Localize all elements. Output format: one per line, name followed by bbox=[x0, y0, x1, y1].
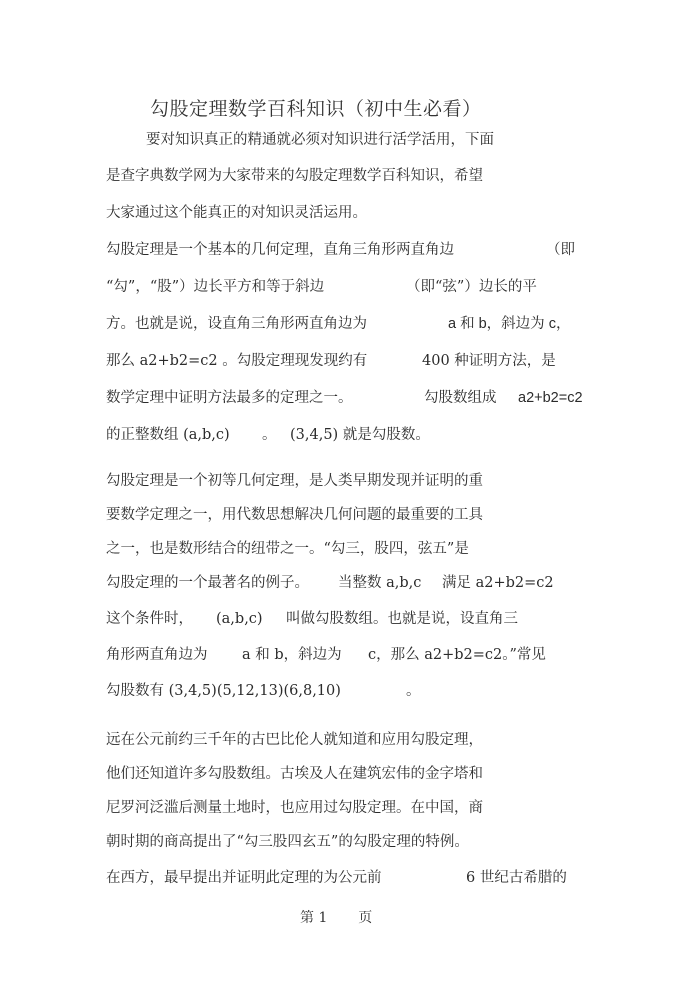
text-segment: 朝时期的商高提出了“勾三股四玄五”的勾股定理的特例。 bbox=[106, 834, 469, 850]
text-segment: 那么 a2+b2=c2 。勾股定理现发现约有 bbox=[106, 353, 368, 369]
text-segment: c，那么 a2+b2=c2。”常见 bbox=[368, 647, 546, 663]
text-segment: 满足 a2+b2=c2 bbox=[442, 575, 554, 591]
text-segment: 是查字典数学网为大家带来的勾股定理数学百科知识，希望 bbox=[106, 168, 483, 184]
text-segment: 要数学定理之一，用代数思想解决几何问题的最重要的工具 bbox=[106, 507, 483, 523]
text-segment: 。 bbox=[262, 427, 277, 443]
text-segment: “勾”，“股”）边长平方和等于斜边 bbox=[106, 279, 325, 295]
text-segment: 。 bbox=[406, 683, 421, 699]
text-segment: （即 bbox=[546, 242, 575, 258]
text-segment: a 和 b，斜边为 c， bbox=[448, 316, 571, 332]
text-segment: 远在公元前约三千年的古巴比伦人就知道和应用勾股定理， bbox=[106, 732, 483, 748]
text-segment: 尼罗河泛滥后测量土地时，也应用过勾股定理。在中国，商 bbox=[106, 800, 483, 816]
text-segment: 400 种证明方法，是 bbox=[422, 353, 556, 369]
text-segment: 数学定理中证明方法最多的定理之一。 bbox=[106, 390, 353, 406]
text-segment: 大家通过这个能真正的对知识灵活运用。 bbox=[106, 205, 367, 221]
text-segment: 勾股数组成 bbox=[424, 390, 497, 406]
text-segment: 勾股定理是一个基本的几何定理，直角三角形两直角边 bbox=[106, 242, 454, 258]
text-segment: 勾股定理的一个最著名的例子。 bbox=[106, 575, 309, 591]
text-segment: 之一，也是数形结合的纽带之一。“勾三，股四，弦五”是 bbox=[106, 541, 469, 557]
text-segment: 在西方，最早提出并证明此定理的为公元前 bbox=[106, 870, 382, 886]
text-segment: 当整数 a,b,c bbox=[338, 575, 422, 591]
text-segment: 他们还知道许多勾股数组。古埃及人在建筑宏伟的金字塔和 bbox=[106, 766, 483, 782]
page-number bbox=[300, 907, 372, 927]
text-segment: 角形两直角边为 bbox=[106, 647, 208, 663]
text-segment: 叫做勾股数组。也就是说，设直角三 bbox=[286, 611, 518, 627]
text-segment: (3,4,5) 就是勾股数。 bbox=[290, 427, 430, 443]
text-segment: 勾股定理是一个初等几何定理，是人类早期发现并证明的重 bbox=[106, 473, 483, 489]
text-segment: 要对知识真正的精通就必须对知识进行活学活用，下面 bbox=[146, 132, 494, 148]
page-number-prefix: 第 1 bbox=[300, 910, 328, 926]
text-segment: 6 世纪古希腊的 bbox=[466, 870, 567, 886]
text-segment: 的正整数组 (a,b,c) bbox=[106, 427, 230, 443]
text-segment: 这个条件时， bbox=[106, 611, 193, 627]
page-title: 勾股定理数学百科知识（初中生必看） bbox=[150, 98, 482, 120]
text-segment: a 和 b，斜边为 bbox=[242, 647, 342, 663]
page-number-suffix: 页 bbox=[358, 910, 373, 926]
text-segment: 方。也就是说，设直角三角形两直角边为 bbox=[106, 316, 367, 332]
text-segment: (a,b,c) bbox=[216, 611, 263, 627]
text-segment: 勾股数有 (3,4,5)(5,12,13)(6,8,10) bbox=[106, 683, 341, 699]
text-segment: a2+b2=c2 bbox=[518, 390, 583, 406]
text-segment: （即“弦”）边长的平 bbox=[406, 279, 537, 295]
